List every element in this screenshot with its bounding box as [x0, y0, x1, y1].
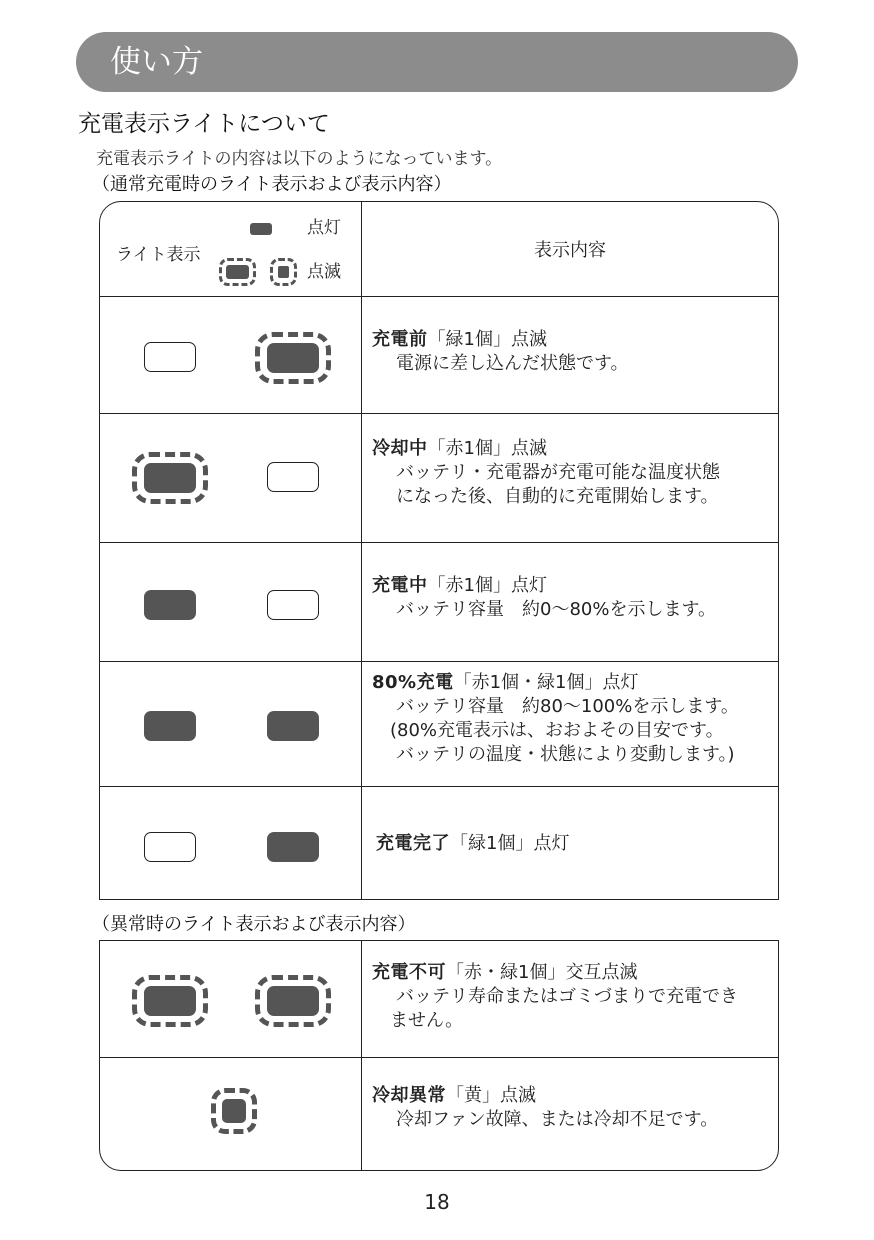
row-status: 「赤1個」点滅 — [427, 438, 547, 459]
legend-on-label: 点灯 — [307, 218, 341, 238]
red-lamp-blink-icon — [132, 452, 208, 504]
row-body-line: (80%充電表示は、おおよその目安です。 — [390, 720, 724, 741]
row-divider — [100, 296, 778, 297]
intro-text: 充電表示ライトの内容は以下のようになっています。 — [96, 149, 503, 169]
legend-on-lamp-icon — [250, 223, 272, 235]
row-body-line: バッテリ容量 約80〜100%を示します。 — [396, 696, 739, 717]
row-description — [372, 961, 772, 1033]
row-body-line: ません。 — [390, 1010, 464, 1031]
normal-caption: （通常充電時のライト表示および表示内容） — [92, 174, 452, 195]
row-description — [372, 574, 772, 622]
row-body-line: 冷却ファン故障、または冷却不足です。 — [396, 1109, 719, 1130]
row-divider — [100, 661, 778, 662]
green-lamp-blink-icon — [255, 332, 331, 384]
row-description — [372, 437, 772, 509]
row-title: 充電不可 — [372, 962, 446, 983]
row-description — [372, 328, 772, 376]
light-display-label: ライト表示 — [116, 245, 201, 265]
row-title: 80%充電 — [372, 672, 454, 693]
row-body-line: 電源に差し込んだ状態です。 — [396, 353, 629, 374]
banner-title: 使い方 — [110, 44, 203, 80]
row-description — [372, 671, 772, 767]
row-divider — [100, 786, 778, 787]
row-divider — [100, 542, 778, 543]
green-lamp-blink-icon — [255, 975, 331, 1027]
green-lamp-off-icon — [267, 462, 319, 492]
row-status: 「赤1個・緑1個」点灯 — [453, 672, 639, 693]
row-status: 「黄」点滅 — [446, 1085, 536, 1106]
row-status: 「赤1個」点灯 — [427, 575, 547, 596]
row-body-line: バッテリ寿命またはゴミづまりで充電でき — [396, 986, 738, 1007]
row-description — [376, 832, 776, 856]
row-divider — [100, 1057, 778, 1058]
content-header: 表示内容 — [534, 240, 606, 261]
row-title: 充電中 — [372, 575, 428, 596]
yellow-lamp-blink-icon — [211, 1088, 257, 1134]
row-body-line: バッテリ容量 約0〜80%を示します。 — [396, 599, 717, 620]
row-status: 「赤・緑1個」交互点滅 — [446, 962, 638, 983]
row-status: 「緑1個」点灯 — [450, 833, 570, 854]
page-number: 18 — [424, 1190, 450, 1214]
legend-blink-lamp-icon — [219, 258, 256, 286]
legend-blink-small-lamp-icon — [270, 258, 297, 286]
green-lamp-off-icon — [267, 590, 319, 620]
row-title: 冷却異常 — [372, 1085, 446, 1106]
green-lamp-on-icon — [267, 832, 319, 862]
row-divider — [100, 413, 778, 414]
legend-blink-label: 点滅 — [307, 262, 341, 282]
red-lamp-on-icon — [144, 711, 196, 741]
green-lamp-on-icon — [267, 711, 319, 741]
red-lamp-blink-icon — [132, 975, 208, 1027]
row-body-line: になった後、自動的に充電開始します。 — [396, 486, 719, 507]
section-banner — [76, 32, 798, 92]
section-title: 充電表示ライトについて — [78, 111, 330, 137]
row-title: 充電完了 — [376, 833, 450, 854]
row-description — [372, 1084, 772, 1132]
row-title: 充電前 — [372, 329, 428, 350]
column-divider — [361, 941, 362, 1170]
red-lamp-off-icon — [144, 832, 196, 862]
row-title: 冷却中 — [372, 438, 428, 459]
row-body-line: バッテリの温度・状態により変動します。) — [396, 744, 735, 765]
normal-light-table — [99, 201, 779, 900]
column-divider — [361, 202, 362, 899]
abnormal-light-table — [99, 940, 779, 1171]
abnormal-caption: （異常時のライト表示および表示内容） — [92, 914, 416, 935]
red-lamp-on-icon — [144, 590, 196, 620]
row-status: 「緑1個」点滅 — [427, 329, 547, 350]
row-body-line: バッテリ・充電器が充電可能な温度状態 — [396, 462, 720, 483]
red-lamp-off-icon — [144, 342, 196, 372]
